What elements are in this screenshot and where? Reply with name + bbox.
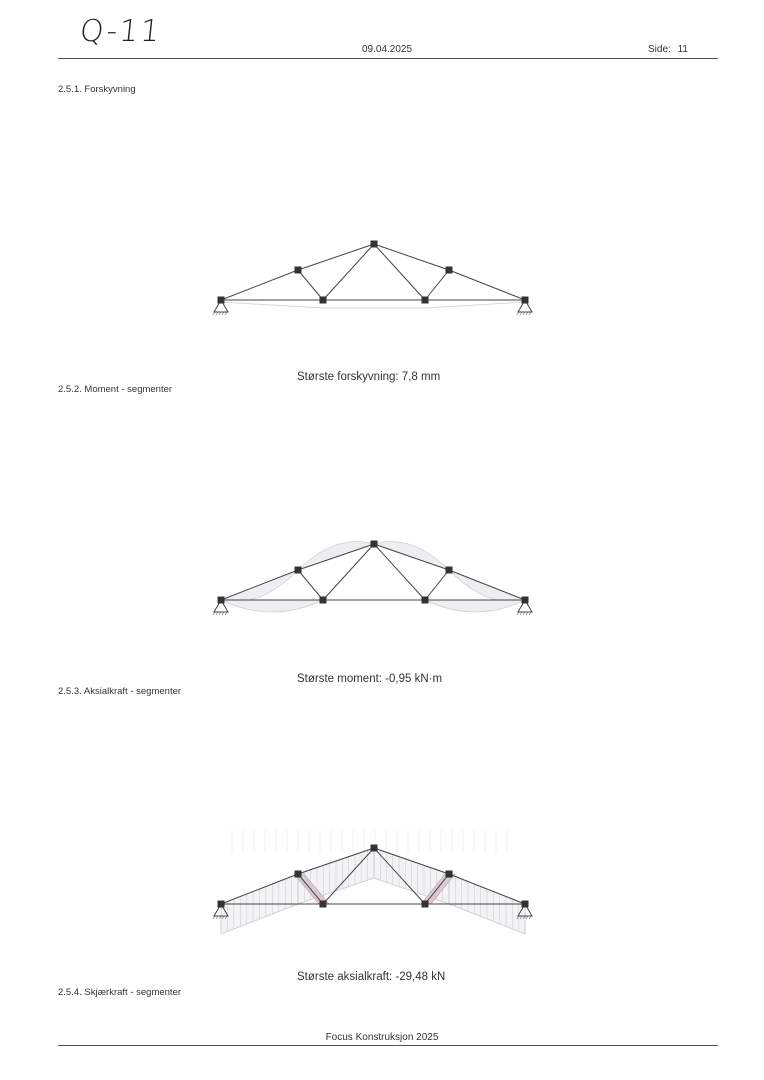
section-title-displacement: 2.5.1. Forskyvning xyxy=(58,84,136,95)
truss-node xyxy=(295,871,302,878)
truss-node xyxy=(295,567,302,574)
max-moment-caption: Største moment: -0,95 kN·m xyxy=(297,673,443,685)
page-label: Side: xyxy=(648,44,671,55)
truss-member xyxy=(298,270,323,300)
truss-node xyxy=(422,297,429,304)
truss-node xyxy=(371,541,378,548)
section-title-shear-force: 2.5.4. Skjærkraft - segmenter xyxy=(58,987,182,998)
page-number: 11 xyxy=(677,44,688,55)
truss-member xyxy=(425,270,449,300)
header-page xyxy=(648,44,688,55)
footer-text: Focus Konstruksjon 2025 xyxy=(325,1032,439,1043)
truss-node xyxy=(522,597,529,604)
deformed-shape-line xyxy=(221,302,525,308)
truss-node xyxy=(371,845,378,852)
moment-diagram-curve xyxy=(425,600,525,612)
displacement-truss-diagram xyxy=(0,230,764,330)
truss-node xyxy=(320,901,327,908)
truss-node xyxy=(218,901,225,908)
truss-node xyxy=(218,597,225,604)
truss-node xyxy=(218,297,225,304)
truss-member xyxy=(449,270,525,300)
truss-node xyxy=(446,267,453,274)
truss-member xyxy=(425,570,449,600)
section-title-axial-force: 2.5.3. Aksialkraft - segmenter xyxy=(58,686,182,697)
truss-node xyxy=(522,901,529,908)
truss-node xyxy=(522,297,529,304)
header-date: 09.04.2025 xyxy=(362,44,413,55)
truss-node xyxy=(422,597,429,604)
section-title-moment: 2.5.2. Moment - segmenter xyxy=(58,384,173,395)
max-displacement-caption: Største forskyvning: 7,8 mm xyxy=(297,371,441,383)
max-axial-force-caption: Største aksialkraft: -29,48 kN xyxy=(297,971,446,983)
truss-node xyxy=(422,901,429,908)
truss-node xyxy=(446,567,453,574)
moment-truss-diagram xyxy=(0,520,764,640)
truss-member xyxy=(221,270,298,300)
truss-node xyxy=(295,267,302,274)
truss-node xyxy=(371,241,378,248)
footer-rule xyxy=(58,1045,718,1046)
truss-node xyxy=(320,297,327,304)
handwritten-document-id: Q-11 xyxy=(78,14,164,49)
truss-member xyxy=(298,570,323,600)
axial-force-truss-diagram xyxy=(0,830,764,960)
header-rule xyxy=(58,58,718,59)
moment-diagram-curve xyxy=(221,600,323,612)
truss-node xyxy=(446,871,453,878)
truss-node xyxy=(320,597,327,604)
